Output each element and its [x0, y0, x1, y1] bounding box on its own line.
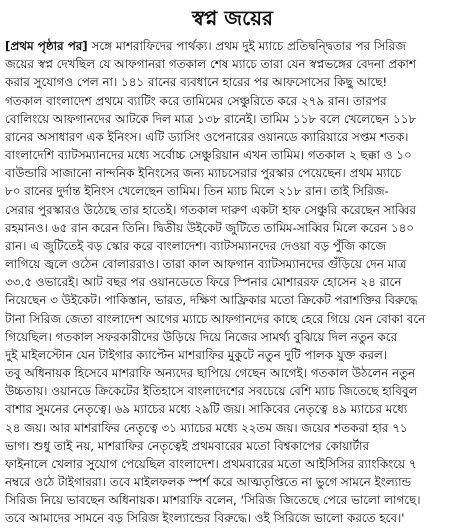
article-line-13: লাগিয়ে জ্বলে ওঠেন বোলাররাও। তারা কাল আফগান ব্যাটসম্যানদের গুঁড়িয়ে দেন মাত্র — [5, 257, 407, 272]
article-line-10: সেরার পুরস্কারও উঠেছে তার হাতেই। গতকাল দারুণ একটা হাফ সেঞ্চুরি করেছেন সাব্বির — [5, 202, 416, 217]
article-line-6: রানের অসাধারণ এক ইনিংস। এটি ড্যাসিং ওপেনারের ওয়ানডে ক্যারিয়ারে সপ্তম শতক। — [5, 129, 409, 144]
article-line-19: তবু অধিনায়ক হিসেবে মাশরাফি অন্যদের ছাপিয়ে গেছেন আগেই। গতকাল উঠলেন নতুন — [5, 366, 416, 381]
article-line-25: নম্বরে ওঠে টাইগাররা। তবে মাইলফলক স্পর্শ করে আত্মতৃপ্তিতে না ভুগে সামনে ইংল্যান্ড — [5, 475, 412, 490]
continued-from-front-page-tag: [প্রথম পৃষ্ঠার পর] — [5, 39, 88, 53]
article-line-12: রান। এ জুটিতেই বড় স্কোর করে বাংলাদেশ। ব্যাটসম্যানদের দেওয়া বড় পুঁজি কাজে — [5, 238, 386, 253]
article-line-27: তবে আমাদের সামনে বড় সিরিজ ইংল্যান্ডের বিরুদ্ধে। ওই সিরিজে ভালো করতে হবে।' — [5, 511, 405, 526]
article-headline: স্বপ্ন জয়ের — [191, 6, 273, 30]
article-line-1 — [5, 37, 462, 55]
article-line-21: বাশার সুমনের নেতৃত্বে। ৬৯ ম্যাচের মধ্যে ২৯টি জয়। সাকিবের নেতৃত্বে ৪৯ ম্যাচের মধ্যে — [5, 402, 408, 417]
article-line-17: গিয়েছিল। গতকাল সফরকারীদের উড়িয়ে দিয়ে নিজের সামর্থ্য বুঝিয়ে দিল নতুন করে — [5, 329, 398, 344]
article-line-9: ৮০ রানের দুর্দান্ত ইনিংস খেলেছেন তামিম। তিন ম্যাচ মিলে ২১৮ রান। তাই সিরিজ- — [5, 184, 389, 199]
article-line-24: ফাইনালে খেলার সুযোগ পেয়েছিল বাংলাদেশ। প্রথমবারের মতো আইসিসির র‌্যাংকিংয়ে ৭ — [5, 456, 417, 471]
article-line-16: টানা সিরিজ জেতা বাংলাদেশ আগের ম্যাচে আফগানদের কাছে হেরে গিয়ে যেন বোকা বনে — [5, 311, 426, 326]
article-line-5: বোলিংয়ে আফগানদের আটকে দিল মাত্র ১৩৮ রানেই। তামিম ১১৮ বলে খেলেছেন ১১৮ — [5, 111, 417, 126]
article-line-14: ৩৩.৫ ওভারেই। আট বছর পর ওয়ানডেতে ফিরে স্পিনার মোশাররফ হোসেন ২৪ রানে — [5, 275, 402, 290]
article-line-4: গতকাল বাংলাদেশ প্রথমে ব্যাটিং করে তামিমের সেঞ্চুরিতে করে ২৭৯ রান। তারপর — [5, 93, 387, 108]
article-line-8: বাউন্ডারি সাজানো নান্দনিক ইনিংসের জন্য ম্যাচসেরার পুরস্কার পেয়েছেন। প্রথম ম্যাচে — [5, 166, 402, 181]
article-line-22: ২৪ জয়। আর মাশরাফির নেতৃত্বে ৩১ ম্যাচের মধ্যে ২২তম জয়। জয়ের শতকরা হার ৭১ — [5, 420, 408, 435]
article-line-20: উচ্চতায়। ওয়ানডে ক্রিকেটের ইতিহাসে বাংলাদেশের সবচেয়ে বেশি ম্যাচ জিতেছে হাবিবুল — [5, 384, 418, 399]
article-line-1-text: সঙ্গে মাশরাফিদের পার্থক্য। প্রথম দুই ম্যাচে প্রতিদ্বন্দ্বিতার পর সিরিজ — [87, 39, 406, 53]
article-line-23: ভাগ। শুধু তাই নয়, মাশরাফির নেতৃত্বেই প্রথমবারের মতো বিশ্বকাপের কোয়ার্টার — [5, 438, 370, 453]
article-line-15: নিয়েছেন ৩ উইকেট। পাকিস্তান, ভারত, দক্ষিণ আফ্রিকার মতো ক্রিকেট পরাশক্তির বিরুদ্ধে — [5, 293, 418, 308]
article-line-26: সিরিজ নিয়ে ভাবছেন অধিনায়ক। মাশরাফি বলেন, 'সিরিজ জিতেছে পেরে ভালো লাগছে। — [5, 493, 421, 508]
article-line-18: দুই মাইলস্টোন যেন টাইগার ক্যাপ্টেন মাশরাফির মুকুটে নতুন দুটি পালক যুক্ত করল। — [5, 347, 388, 362]
article-line-11: রহমানও। ৬৫ রান করেন তিনি। দ্বিতীয় উইকেট জুটিতে তামিম-সাব্বির মিলে করেন ১৪০ — [5, 220, 415, 235]
article-line-2: জয়ের স্বপ্ন দেখছিল যে আফগানরা গতকাল শেষ ম্যাচে তারা যেন স্বপ্নভঙ্গের বেদনা প্রকাশ — [5, 57, 416, 72]
article-body — [5, 37, 462, 528]
article-line-3: করার সুযোগও পেল না। ১৪১ রানের ব্যবধানে হারের পর আফসোসের কিছু আছে! — [5, 75, 388, 90]
article-line-7: বাংলাদেশি ব্যাটসম্যানদের মধ্যে সর্বোচ্চ সেঞ্চুরিয়ান এখন তামিম। গতকাল ২ ছক্কা ও ১০ — [5, 148, 412, 163]
